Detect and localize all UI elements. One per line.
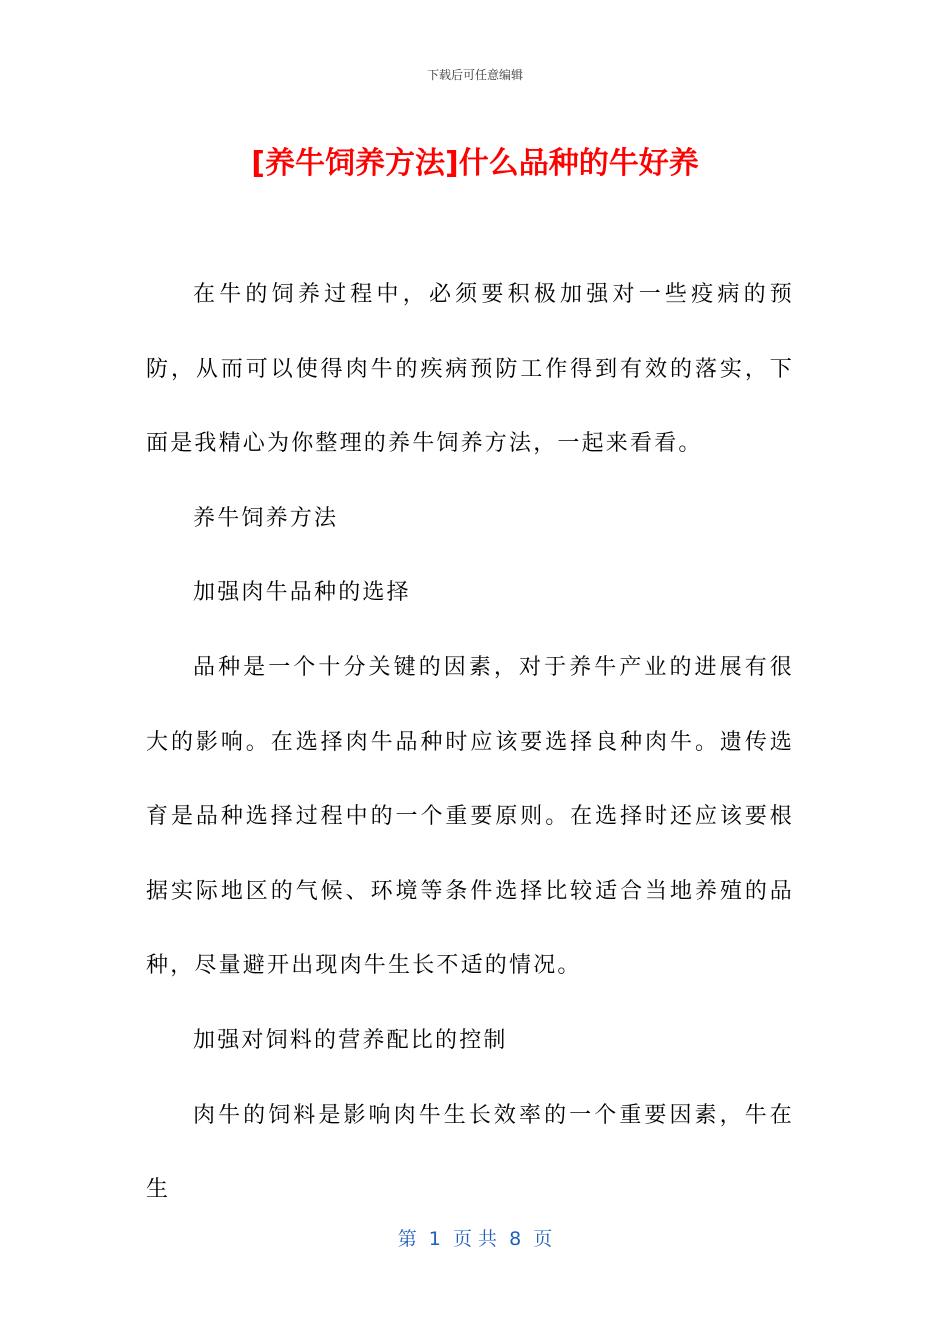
section-heading-methods: 养牛饲养方法 — [193, 505, 339, 531]
document-body — [146, 258, 794, 1228]
page-header: 下载后可任意编辑 — [426, 68, 523, 82]
subheading-feed-nutrition: 加强对饲料的营养配比的控制 — [193, 1027, 508, 1053]
page-footer: 第 1 页 共 8 页 — [397, 1228, 553, 1250]
subheading-breed-selection: 加强肉牛品种的选择 — [193, 580, 411, 606]
paragraph-feed-nutrition: 肉牛的饲料是影响肉牛生长效率的一个重要因素，牛在生 — [146, 1102, 794, 1203]
paragraph-intro: 在牛的饲养过程中，必须要积极加强对一些疫病的预防，从而可以使得肉牛的疾病预防工作得到有效的落实，下面是我精心为你整理的养牛饲养方法，一起来看看。 — [146, 282, 794, 457]
document-title: [养牛饲养方法]什么品种的牛好养 — [251, 146, 699, 181]
paragraph-breed-selection: 品种是一个十分关键的因素，对于养牛产业的进展有很大的影响。在选择肉牛品种时应该要选择良种肉牛。遗传选育是品种选择过程中的一个重要原则。在选择时还应该要根据实际地区的气候、环境等条件选择比较适合当地养殖的品种，尽量避开出现肉牛生长不适的情况。 — [146, 654, 794, 979]
